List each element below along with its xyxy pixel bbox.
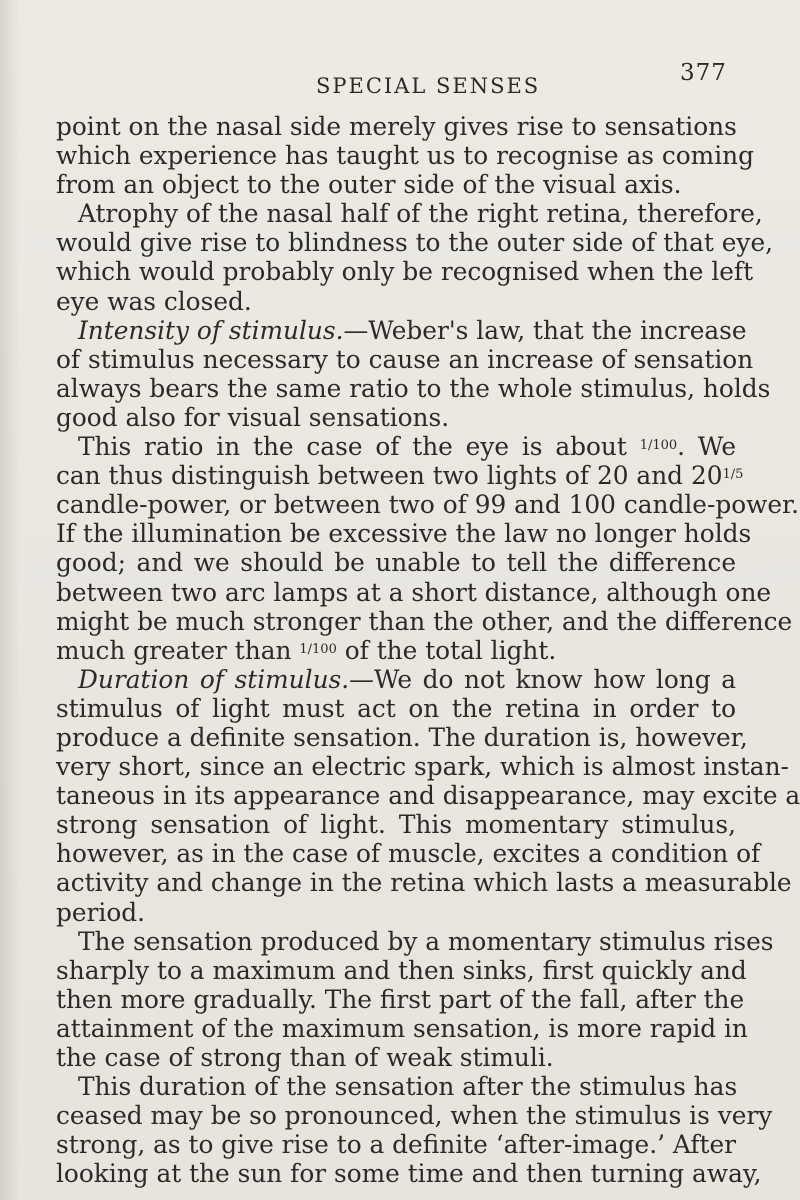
text-line: The sensation produced by a momentary stimulus rises (78, 926, 774, 956)
text-line: which experience has taught us to recognise as coming (56, 141, 754, 171)
text-line: produce a definite sensation. The duration is, however, (56, 722, 748, 752)
text-line: eye was closed. (56, 286, 252, 316)
text-line: might be much stronger than the other, and the difference (56, 606, 793, 636)
text-line: which would probably only be recognised when the left (56, 257, 754, 287)
section-heading-line: Duration of stimulus.—We do not know how long a (78, 664, 736, 694)
text-line: looking at the sun for some time and then turning away, (56, 1159, 762, 1189)
text-line: always bears the same ratio to the whole stimulus, holds (56, 373, 771, 403)
page-header (0, 60, 800, 112)
section-heading: Intensity of stimulus. (78, 315, 344, 345)
text-line: taneous in its appearance and disappearance, may excite a (56, 781, 800, 811)
text-line: can thus distinguish between two lights of 20 and $20^{1/5}$ (56, 461, 744, 491)
text-line: strong, as to give rise to a definite ‘after-image.’ After (56, 1130, 736, 1160)
text-line: Atrophy of the nasal half of the right retina, therefore, (78, 199, 763, 229)
text-line: would give rise to blindness to the outer side of that eye, (56, 228, 774, 258)
text-line: much greater than $^{1/100}$ of the total light. (56, 635, 557, 665)
section-heading-line: Intensity of stimulus.—Weber's law, that the increase (78, 315, 747, 345)
section-heading: Duration of stimulus. (78, 664, 350, 694)
text-line: point on the nasal side merely gives rise to sensations (56, 112, 737, 141)
text-line: stimulus of light must act on the retina in order to (56, 693, 736, 723)
text-line: strong sensation of light. This momentary stimulus, (56, 810, 736, 840)
text-line: period. (56, 897, 146, 927)
text-line: however, as in the case of muscle, excites a condition of (56, 839, 761, 869)
text-line: from an object to the outer side of the visual axis. (56, 170, 682, 200)
text-line: between two arc lamps at a short distance, although one (56, 577, 772, 607)
text-line: then more gradually. The first part of the fall, after the (56, 984, 745, 1014)
text-line: This ratio in the case of the eye is about $^{1/100}$. We (78, 432, 736, 462)
text-line: good also for visual sensations. (56, 402, 450, 432)
text-line: attainment of the maximum sensation, is more rapid in (56, 1013, 748, 1043)
text-line: If the illumination be excessive the law no longer holds (56, 519, 752, 549)
page-gutter-shadow (0, 0, 20, 1200)
text-line: This duration of the sensation after the stimulus has (78, 1072, 738, 1102)
text-line: candle-power, or between two of 99 and 100 candle-power. (56, 490, 800, 520)
text-line: activity and change in the retina which lasts a measurable (56, 868, 792, 898)
text-line: the case of strong than of weak stimuli. (56, 1043, 554, 1072)
text-line: very short, since an electric spark, which is almost instan- (56, 752, 789, 782)
body-text (56, 112, 800, 1189)
text-line: ceased may be so pronounced, when the stimulus is very (56, 1101, 773, 1131)
fraction: 1/100 (299, 641, 337, 657)
fraction: 1/5 (722, 467, 744, 483)
fraction: 1/100 (639, 438, 678, 454)
text-line: sharply to a maximum and then sinks, first quickly and (56, 955, 747, 985)
running-head: SPECIAL SENSES (316, 74, 541, 98)
text-line: of stimulus necessary to cause an increase of sensation (56, 344, 754, 374)
page-number: 377 (680, 60, 727, 86)
text-line: good; and we should be unable to tell the difference (56, 548, 736, 578)
